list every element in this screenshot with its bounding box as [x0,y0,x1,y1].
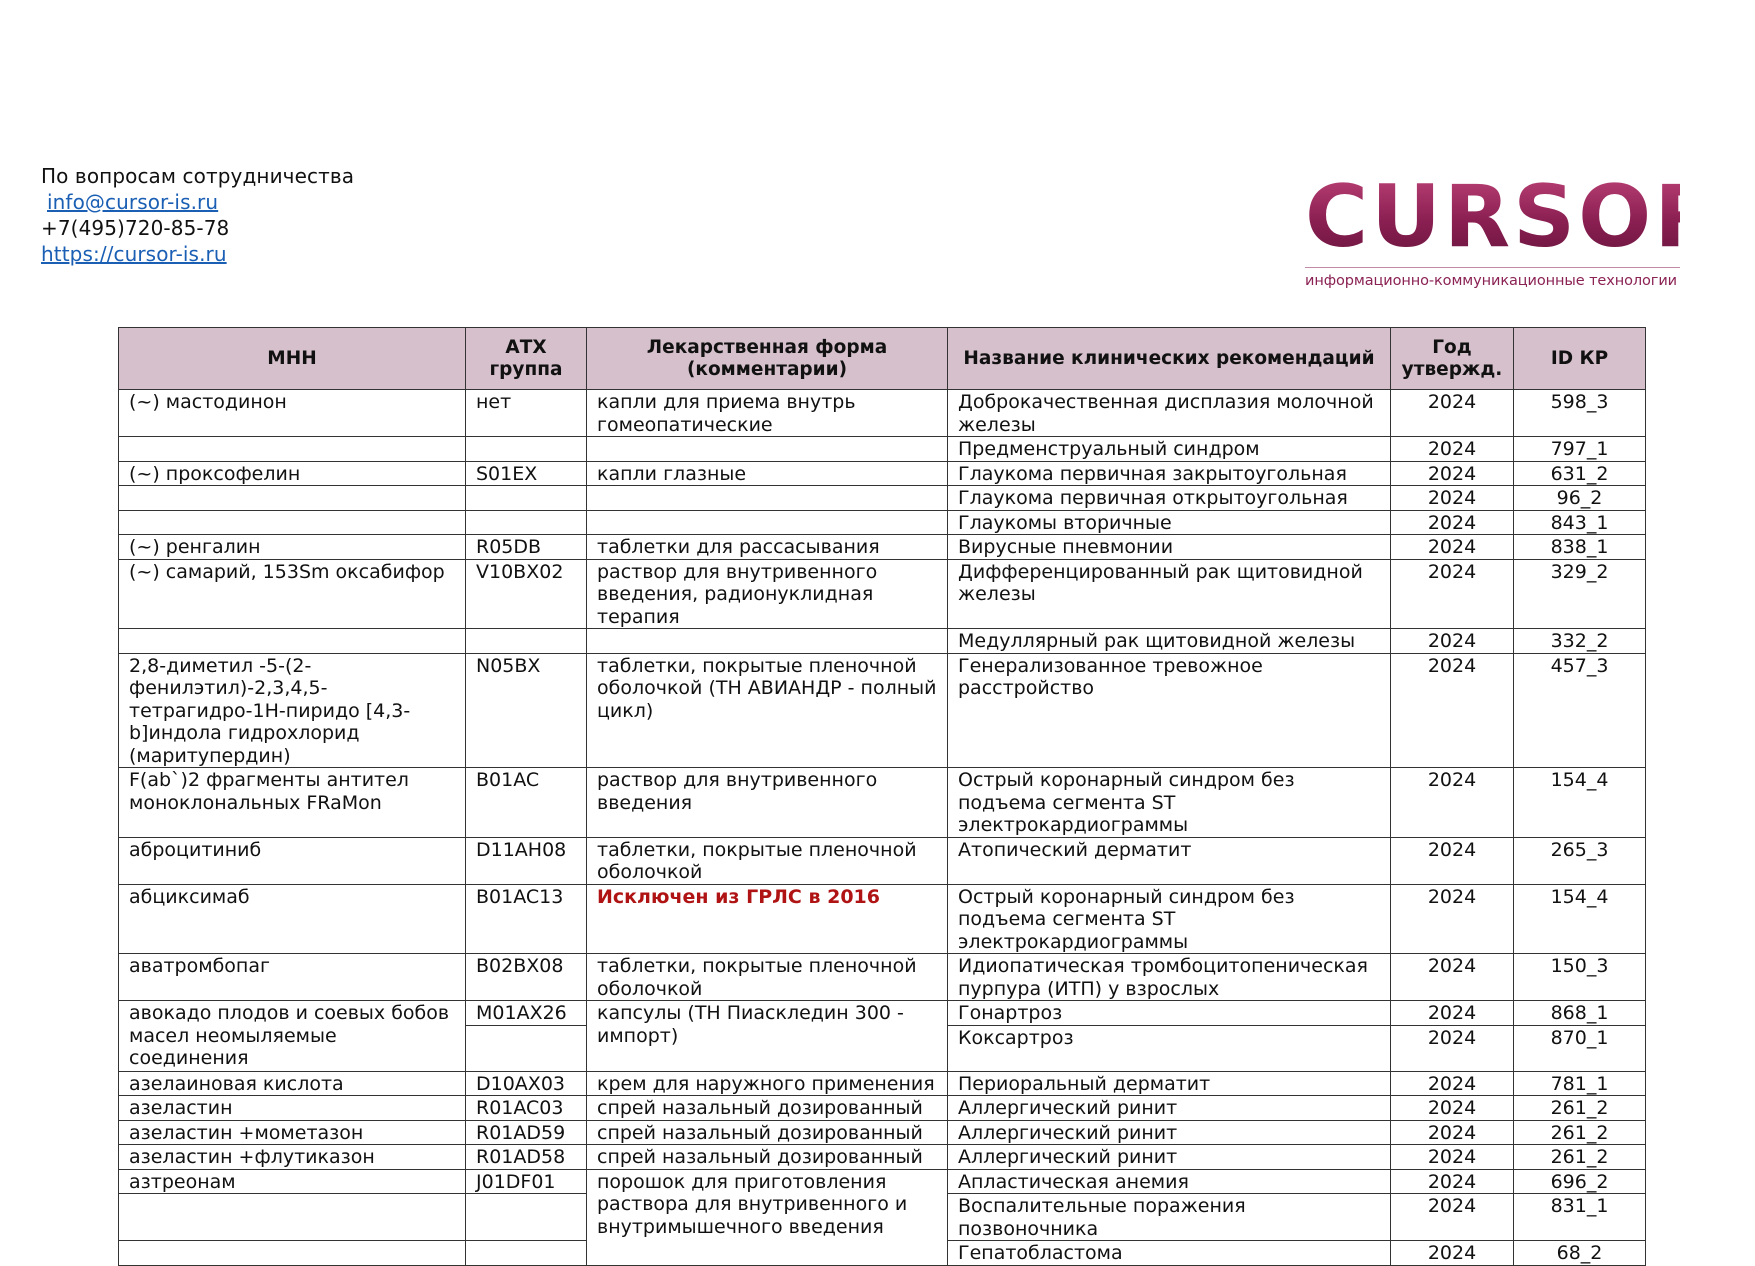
cell-year: 2024 [1391,390,1514,437]
cell-form: таблетки для рассасывания [587,535,948,560]
cell-mnn: аброцитиниб [119,837,466,884]
recommendations-table [118,327,1646,1266]
logo-tagline: информационно-коммуникационные технологии [1305,267,1680,289]
cell-id: 631_2 [1514,461,1646,486]
cell-id: 329_2 [1514,559,1646,629]
cell-mnn: 2,8-диметил -5-(2-фенилэтил)-2,3,4,5-тетрагидро-1H-пиридо [4,3-b]индола гидрохлорид (маритупердин) [119,653,466,768]
cell-id: 261_2 [1514,1120,1646,1145]
cell-form: таблетки, покрытые пленочной оболочкой [587,837,948,884]
cell-mnn [119,1241,466,1266]
table-row [119,1169,1646,1194]
cell-recommendation: Периоральный дерматит [948,1071,1391,1096]
cell-recommendation: Воспалительные поражения позвоночника [948,1194,1391,1241]
cell-mnn: азелаиновая кислота [119,1071,466,1096]
table-row [119,1096,1646,1121]
cell-atc: R01AD59 [466,1120,587,1145]
cell-atc [466,629,587,654]
cell-mnn [119,437,466,462]
cell-id: 457_3 [1514,653,1646,768]
cell-mnn: (~) самарий, 153Sm оксабифор [119,559,466,629]
cell-year: 2024 [1391,486,1514,511]
cell-mnn [119,510,466,535]
cell-id: 781_1 [1514,1071,1646,1096]
cell-recommendation: Коксартроз [948,1025,1391,1071]
cell-id: 261_2 [1514,1145,1646,1170]
cell-id: 838_1 [1514,535,1646,560]
table-row [119,486,1646,511]
cell-atc [466,510,587,535]
company-logo [1305,167,1724,289]
cell-recommendation: Аллергический ринит [948,1096,1391,1121]
cell-year: 2024 [1391,1145,1514,1170]
table-row [119,461,1646,486]
cell-id: 696_2 [1514,1169,1646,1194]
cell-year: 2024 [1391,1169,1514,1194]
cell-form: спрей назальный дозированный [587,1096,948,1121]
cell-recommendation: Атопический дерматит [948,837,1391,884]
cell-form: спрей назальный дозированный [587,1145,948,1170]
cell-id: 154_4 [1514,884,1646,954]
cell-id: 332_2 [1514,629,1646,654]
cell-mnn: азтреонам [119,1169,466,1194]
table-row [119,559,1646,629]
cell-mnn: (~) проксофелин [119,461,466,486]
cell-atc: нет [466,390,587,437]
cell-year: 2024 [1391,1025,1514,1071]
header-atc: АТХ группа [466,328,587,390]
cell-form: таблетки, покрытые пленочной оболочкой (ТН АВИАНДР - полный цикл) [587,653,948,768]
cell-form: таблетки, покрытые пленочной оболочкой [587,954,948,1001]
header-id: ID КР [1514,328,1646,390]
cell-form-excluded-note: Исключен из ГРЛС в 2016 [587,884,948,954]
table-row [119,1001,1646,1026]
cell-form: капли глазные [587,461,948,486]
table-row [119,954,1646,1001]
cell-form: крем для наружного применения [587,1071,948,1096]
cell-id: 868_1 [1514,1001,1646,1026]
cell-form [587,437,948,462]
cell-atc: R01AD58 [466,1145,587,1170]
cell-atc: V10BX02 [466,559,587,629]
cell-id: 870_1 [1514,1025,1646,1071]
cell-recommendation: Аллергический ринит [948,1120,1391,1145]
table-header-row [119,328,1646,390]
cell-atc: B02BX08 [466,954,587,1001]
cell-year: 2024 [1391,1071,1514,1096]
logo-wordmark: CURSOR [1305,167,1724,267]
cell-recommendation: Вирусные пневмонии [948,535,1391,560]
table-row [119,535,1646,560]
cell-id: 831_1 [1514,1194,1646,1241]
cell-mnn [119,486,466,511]
table-row [119,1120,1646,1145]
table-row [119,437,1646,462]
cell-recommendation: Доброкачественная дисплазия молочной железы [948,390,1391,437]
cell-form: капли для приема внутрь гомеопатические [587,390,948,437]
cell-form: спрей назальный дозированный [587,1120,948,1145]
contacts-heading: По вопросам сотрудничества [41,164,355,188]
table-row [119,884,1646,954]
cell-mnn: азеластин +мометазон [119,1120,466,1145]
cell-form: капсулы (ТН Пиаскледин 300 - импорт) [587,1001,948,1072]
cell-recommendation: Дифференцированный рак щитовидной железы [948,559,1391,629]
cell-recommendation: Глаукома первичная закрытоугольная [948,461,1391,486]
cell-year: 2024 [1391,1194,1514,1241]
website-link[interactable]: https://cursor-is.ru [41,242,227,266]
table-row [119,653,1646,768]
cell-mnn: азеластин +флутиказон [119,1145,466,1170]
cell-year: 2024 [1391,1241,1514,1266]
cell-year: 2024 [1391,884,1514,954]
cell-atc: J01DF01 [466,1169,587,1194]
cell-recommendation: Аллергический ринит [948,1145,1391,1170]
table-row [119,1145,1646,1170]
cell-atc: B01AC13 [466,884,587,954]
cell-form: порошок для приготовления раствора для внутривенного и внутримышечного введения [587,1169,948,1265]
cell-atc [466,437,587,462]
phone-number: +7(495)720-85-78 [41,216,230,240]
cell-mnn: (~) ренгалин [119,535,466,560]
cell-year: 2024 [1391,954,1514,1001]
cell-recommendation: Острый коронарный синдром без подъема сегмента ST электрокардиограммы [948,884,1391,954]
cell-id: 96_2 [1514,486,1646,511]
cell-recommendation: Глаукомы вторичные [948,510,1391,535]
cell-atc: D10AX03 [466,1071,587,1096]
cell-year: 2024 [1391,1120,1514,1145]
cell-id: 598_3 [1514,390,1646,437]
cell-atc: R05DB [466,535,587,560]
cell-year: 2024 [1391,559,1514,629]
cell-atc: N05BX [466,653,587,768]
cell-id: 150_3 [1514,954,1646,1001]
cell-recommendation: Генерализованное тревожное расстройство [948,653,1391,768]
cell-atc: M01AX26 [466,1001,587,1026]
cell-recommendation: Гонартроз [948,1001,1391,1026]
cell-id: 265_3 [1514,837,1646,884]
table-row [119,390,1646,437]
header-mnn: МНН [119,328,466,390]
cell-mnn [119,629,466,654]
cell-mnn: аватромбопаг [119,954,466,1001]
cell-mnn: абциксимаб [119,884,466,954]
cell-recommendation: Глаукома первичная открытоугольная [948,486,1391,511]
cell-atc: B01AC [466,768,587,838]
cell-form [587,486,948,511]
cell-atc [466,486,587,511]
email-link[interactable]: info@cursor-is.ru [47,190,219,214]
cell-recommendation: Идиопатическая тромбоцитопеническая пурпура (ИТП) у взрослых [948,954,1391,1001]
cell-atc: S01EX [466,461,587,486]
cell-form [587,629,948,654]
cell-mnn: F(ab`)2 фрагменты антител моноклональных FRaMon [119,768,466,838]
cell-id: 843_1 [1514,510,1646,535]
cell-id: 68_2 [1514,1241,1646,1266]
table-row [119,768,1646,838]
cell-year: 2024 [1391,768,1514,838]
cell-atc: D11AH08 [466,837,587,884]
cell-mnn: авокадо плодов и соевых бобов масел неомыляемые соединения [119,1001,466,1072]
cell-year: 2024 [1391,653,1514,768]
cell-id: 261_2 [1514,1096,1646,1121]
cell-recommendation: Апластическая анемия [948,1169,1391,1194]
cell-recommendation: Медуллярный рак щитовидной железы [948,629,1391,654]
header-year: Год утвержд. [1391,328,1514,390]
cell-form: раствор для внутривенного введения, радионуклидная терапия [587,559,948,629]
table-row [119,629,1646,654]
cell-atc: R01AC03 [466,1096,587,1121]
cell-recommendation: Предменструальный синдром [948,437,1391,462]
header-form: Лекарственная форма (комментарии) [587,328,948,390]
cell-form: раствор для внутривенного введения [587,768,948,838]
cell-atc [466,1241,587,1266]
cell-id: 797_1 [1514,437,1646,462]
cell-year: 2024 [1391,837,1514,884]
cell-year: 2024 [1391,629,1514,654]
cell-year: 2024 [1391,1096,1514,1121]
table-row [119,510,1646,535]
contacts-block [41,163,354,267]
cell-year: 2024 [1391,535,1514,560]
cell-year: 2024 [1391,437,1514,462]
cell-id: 154_4 [1514,768,1646,838]
table-row [119,837,1646,884]
cell-year: 2024 [1391,461,1514,486]
cell-recommendation: Гепатобластома [948,1241,1391,1266]
cell-year: 2024 [1391,1001,1514,1026]
cell-atc [466,1194,587,1241]
cell-mnn [119,1194,466,1241]
cell-mnn: азеластин [119,1096,466,1121]
cell-form [587,510,948,535]
header-recommendation: Название клинических рекомендаций [948,328,1391,390]
cell-mnn: (~) мастодинон [119,390,466,437]
cell-year: 2024 [1391,510,1514,535]
cell-recommendation: Острый коронарный синдром без подъема сегмента ST электрокардиограммы [948,768,1391,838]
cell-atc [466,1025,587,1071]
table-row [119,1071,1646,1096]
